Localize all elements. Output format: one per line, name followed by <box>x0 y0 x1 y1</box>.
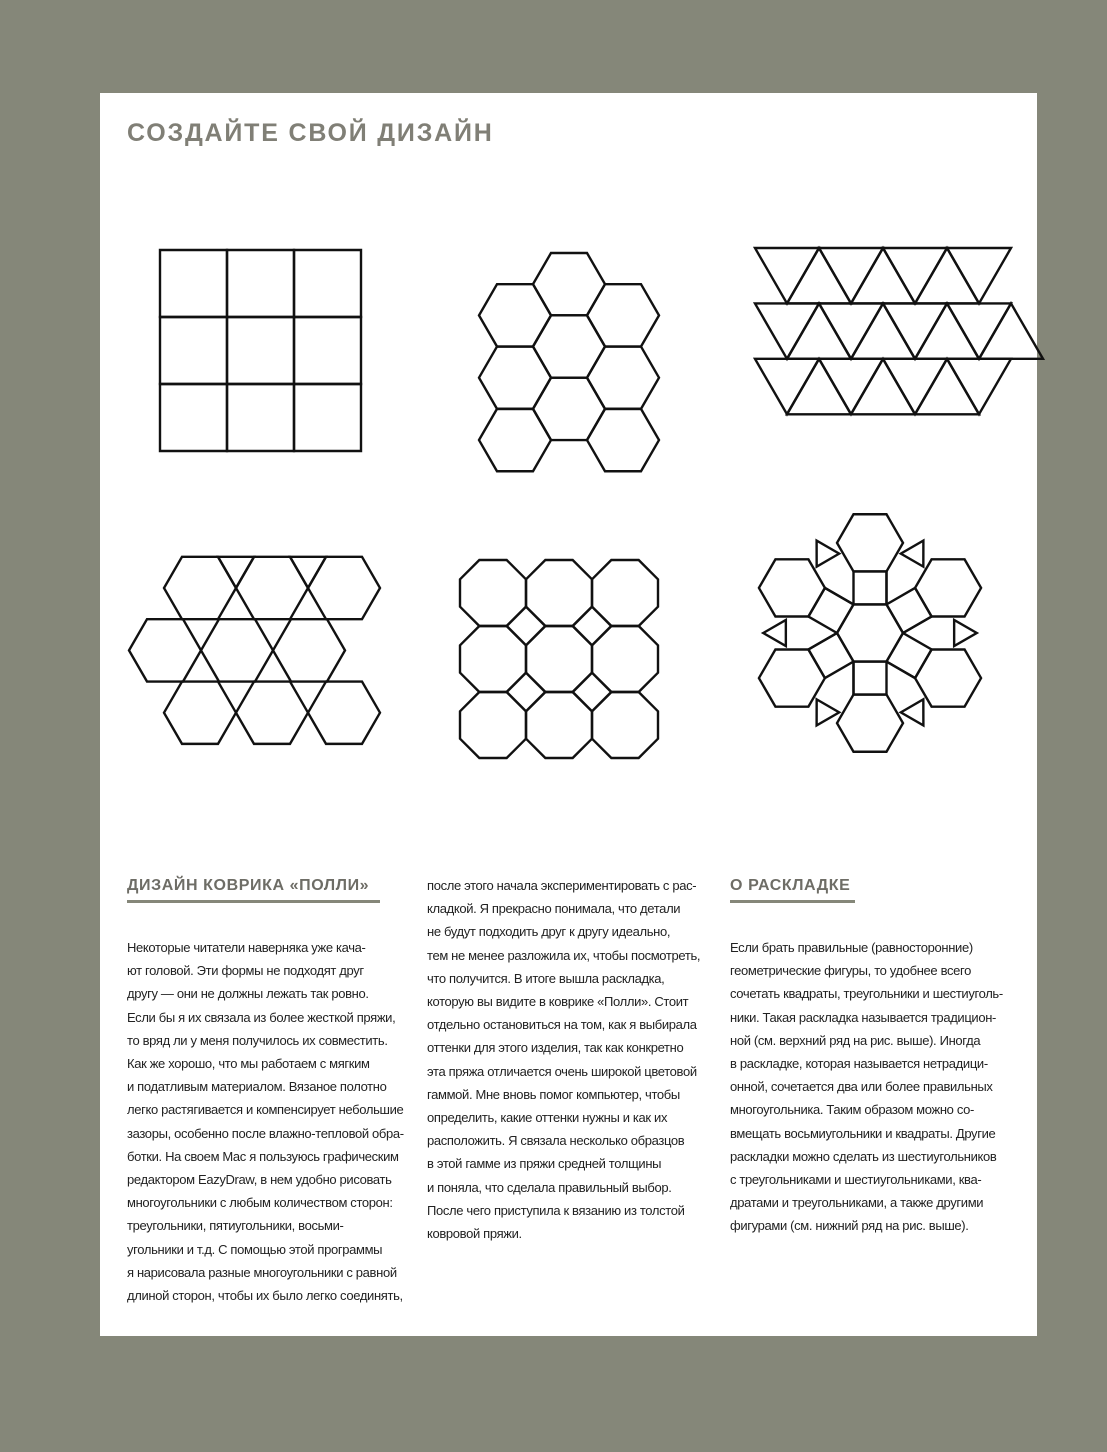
page-title: СОЗДАЙТЕ СВОЙ ДИЗАЙН <box>127 119 494 147</box>
hexagon-cell <box>533 253 605 315</box>
section-heading-polly: ДИЗАЙН КОВРИКА «ПОЛЛИ» <box>127 877 370 894</box>
triangle-cell <box>954 620 977 646</box>
triangle-cell <box>787 303 851 358</box>
heading-underline <box>127 900 380 903</box>
square-cell <box>227 384 294 451</box>
triangle-cell <box>851 359 915 414</box>
square-cell <box>808 588 853 633</box>
hexagon-cell <box>129 619 201 681</box>
triangle-cell <box>755 248 819 303</box>
hexagon-cell <box>479 284 551 346</box>
triangle-cell <box>817 541 840 567</box>
hexagon-cell <box>236 682 308 744</box>
triangle-cell <box>947 248 1011 303</box>
square-cell <box>507 607 546 646</box>
octagon-square-tiling-figure <box>455 555 665 765</box>
hexagon-cell <box>915 650 981 707</box>
square-cell <box>227 250 294 317</box>
triangle-cell <box>947 359 1011 414</box>
triangle-cell <box>808 633 837 650</box>
square-grid-figure <box>155 245 370 455</box>
hexagon-cell <box>308 557 380 619</box>
triangle-cell <box>901 699 924 725</box>
triangle-cell <box>825 588 854 605</box>
hexagon-cell <box>479 347 551 409</box>
hexagon-cell <box>236 557 308 619</box>
hexagon-cell <box>164 682 236 744</box>
hexagon-cell <box>201 619 273 681</box>
square-cell <box>294 317 361 384</box>
document-page <box>100 93 1037 1336</box>
square-cell <box>227 317 294 384</box>
hexagon-cell <box>759 650 825 707</box>
triangle-cell <box>883 303 947 358</box>
square-cell <box>573 607 612 646</box>
triangle-cell <box>979 303 1043 358</box>
triangle-cell <box>218 557 254 588</box>
triangle-cell <box>883 359 947 414</box>
square-cell <box>160 384 227 451</box>
triangle-cell <box>915 248 979 303</box>
triangle-cell <box>755 359 819 414</box>
triangle-cell <box>290 557 326 588</box>
square-cell <box>507 673 546 712</box>
hexagon-cell <box>837 695 903 752</box>
hexagon-cell <box>533 315 605 377</box>
square-cell <box>160 250 227 317</box>
hexagon-cell <box>533 378 605 440</box>
triangle-cell <box>887 662 916 679</box>
square-cell <box>808 633 853 678</box>
body-column-1: Некоторые читатели наверняка уже кача- ют головой. Эти формы не подходят друг другу — они не должны лежать так ровно. Если бы я их связала из более жесткой пряжи, то вряд ли у меня получилось их совместить. Как же хорошо, что мы работаем с мягким и податливым материалом. Вязаное полотно легко растягивается и компенсирует небольшие зазоры, особенно после влажно-тепловой обра- ботки. На своем Mac я пользуюсь графическим редактором EazyDraw, в нем удобно рисовать многоугольники с любым количеством сторон: треугольники, пятиугольники, восьми- угольники и т.д. С помощью этой программы я нарисовала разные многоугольники с равной длиной сторон, чтобы их было легко соединять, <box>127 940 404 1304</box>
hexagon-cell <box>308 682 380 744</box>
square-cell <box>160 317 227 384</box>
triangle-cell <box>883 248 947 303</box>
triangle-cell <box>851 248 915 303</box>
square-cell <box>854 571 887 604</box>
square-cell <box>887 588 932 633</box>
hexagon-cell <box>915 559 981 616</box>
triangle-cell <box>915 303 979 358</box>
hexagon-triangle-tiling-figure <box>125 553 385 748</box>
triangle-grid-figure <box>750 243 995 428</box>
hexagon-cell <box>479 409 551 471</box>
triangle-cell <box>755 303 819 358</box>
hexagon-cell <box>837 514 903 571</box>
hexagon-cell <box>587 284 659 346</box>
body-column-3: Если брать правильные (равносторонние) геометрические фигуры, то удобнее всего сочетать квадраты, треугольники и шестиуголь- ники. Такая раскладка называется традицион- ной (см. верхний ряд на рис. выше). Иногда в раскладке, которая называется нетрадици- онной, сочетается два или более правильных многоугольника. Таким образом можно со- вмещать восьмиугольники и квадраты. Другие раскладки можно сделать из шестиугольников с треугольниками и шестиугольниками, ква- дратами и треугольниками, а также другими фигурами (см. нижний ряд на рис. выше). <box>730 940 1003 1234</box>
hexagon-square-triangle-rosette-figure <box>740 498 1005 768</box>
hexagon-cell <box>759 559 825 616</box>
triangle-cell <box>787 359 851 414</box>
hexagon-cell <box>273 619 345 681</box>
square-cell <box>887 633 932 678</box>
triangle-cell <box>763 620 786 646</box>
hexagon-cell <box>587 409 659 471</box>
triangle-cell <box>819 248 883 303</box>
square-cell <box>854 662 887 695</box>
triangle-cell <box>901 541 924 567</box>
hexagon-cell <box>164 557 236 619</box>
hexagon-cell <box>587 347 659 409</box>
section-heading-layout: О РАСКЛАДКЕ <box>730 877 851 894</box>
hexagon-cell <box>837 604 903 661</box>
square-cell <box>294 250 361 317</box>
triangle-cell <box>819 303 883 358</box>
triangle-cell <box>915 359 979 414</box>
triangle-cell <box>819 359 883 414</box>
heading-underline <box>730 900 855 903</box>
triangle-cell <box>903 617 932 634</box>
square-cell <box>573 673 612 712</box>
triangle-cell <box>817 699 840 725</box>
body-column-2: после этого начала экспериментировать с рас- кладкой. Я прекрасно понимала, что детали не будут подходить друг к другу идеально, тем не менее разложила их, чтобы посмотреть, что получится. В итоге вышла раскладка, которую вы видите в коврике «Полли». Стоит отдельно остановиться на том, как я выбирала оттенки для этого изделия, так как конкретно эта пряжа отличается очень широкой цветовой гаммой. Мне вновь помог компьютер, чтобы определить, какие оттенки нужны и как их расположить. Я связала несколько образцов в этой гамме из пряжи средней толщины и поняла, что сделала правильный выбор. После чего приступила к вязанию из толстой ковровой пряжи. <box>427 878 701 1242</box>
triangle-cell <box>947 303 1011 358</box>
triangle-cell <box>851 303 915 358</box>
square-cell <box>294 384 361 451</box>
triangle-cell <box>787 248 851 303</box>
hexagon-honeycomb-figure <box>475 223 665 448</box>
